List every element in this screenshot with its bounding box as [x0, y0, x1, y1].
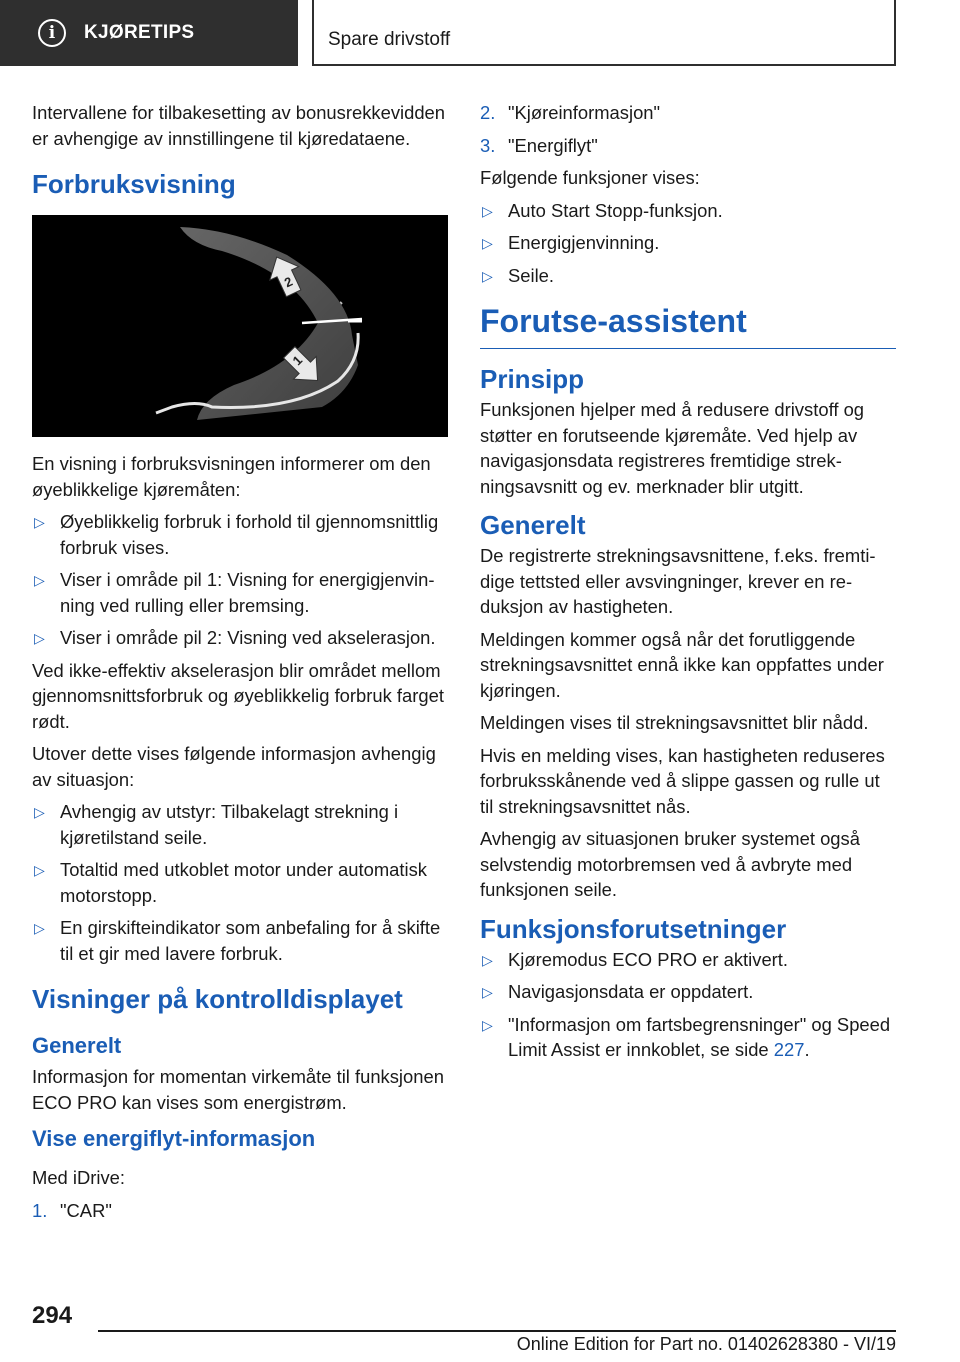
heading-forutse-assistent: Forutse-assistent: [480, 302, 896, 349]
footer-divider: [98, 1330, 896, 1332]
list-item: ▷ Energigjenvinning.: [480, 230, 896, 256]
idrive-paragraph: Med iDrive:: [32, 1167, 125, 1188]
page-link-227[interactable]: 227: [773, 1039, 805, 1060]
step-item: 1. "CAR": [32, 1199, 112, 1221]
list-item: ▷ Avhengig av utstyr: Tilbakelagt strekning i kjøretilstand seile.: [34, 801, 399, 848]
steps-list-left: [32, 1198, 450, 1224]
chapter-title: Spare drivstoff: [328, 29, 451, 50]
inefficient-paragraph: Ved ikke-effektiv akselerasjon blir området mellom gjennomsnittsforbruk og øyeblikkelig forbruk farget rødt.: [32, 659, 444, 732]
list-item: ▷ En girskifteindikator som anbefaling for å skifte til et gir med lavere forbruk.: [34, 917, 441, 964]
list-item: ▷ Seile.: [480, 263, 896, 289]
triangle-right-icon: ▷: [34, 920, 45, 936]
info-icon: i: [38, 19, 66, 47]
triangle-right-icon: ▷: [34, 862, 45, 878]
general-paragraph: Meldingen kommer også når det forutliggende strekningsavsnittet ennå ikke kan oppfattes under kjøringen.: [480, 628, 884, 701]
principle-paragraph: Funksjonen hjelper med å redusere drivstoff og støtter en forutseende kjøremåte. Ved hjelp av navigasjonsdata registreres fremtidige strekningsavsnitt og ev. merknader blir utgitt.: [480, 399, 865, 497]
general-paragraph: Meldingen vises til strekningsavsnittet blir nådd.: [480, 712, 869, 733]
list-item: ▷ Viser i område pil 1: Visning for energigjenvinning ved rulling eller bremsing.: [34, 569, 435, 616]
page-number: 294: [32, 1302, 73, 1329]
triangle-right-icon: ▷: [482, 951, 493, 968]
arrow-label-1: 1: [289, 352, 306, 369]
functions-list: [480, 198, 896, 289]
list-item: ▷ Auto Start Stopp-funksjon.: [480, 198, 896, 224]
heading-vise-energiflyt: Vise energiflyt-informasjon: [32, 1126, 316, 1151]
list-item: ▷ "Informasjon om fartsbegrensninger" og Speed Limit Assist er innkoblet, se side 227.: [482, 1013, 891, 1060]
functions-paragraph: Følgende funksjoner vises:: [480, 167, 700, 188]
arrow-label-2: 2: [281, 273, 295, 291]
consumption-display-illustration: [32, 215, 448, 437]
eco-pro-paragraph: Informasjon for momentan virkemåte til funksjonen ECO PRO kan vises som energistrøm.: [32, 1066, 444, 1113]
additional-info-list: [32, 799, 450, 966]
heading-funksjonsforutsetninger: Funksjonsforutsetninger: [480, 913, 787, 944]
general-paragraph: Avhengig av situasjonen bruker systemet også selvstendig motorbremsen ved å avbryte med funksjonen seile.: [480, 828, 860, 900]
left-column: [32, 100, 450, 1230]
chapter-header: [312, 0, 896, 66]
triangle-right-icon: ▷: [482, 984, 493, 1000]
heading-prinsipp: Prinsipp: [480, 364, 585, 394]
consumption-display-figure: [32, 215, 448, 437]
heading-generelt-right: Generelt: [480, 510, 586, 540]
display-paragraph: En visning i forbruksvisningen informerer om den øyeblikkelige kjøremåten:: [32, 453, 431, 500]
heading-forbruksvisning: Forbruksvisning: [32, 169, 236, 199]
list-item: ▷ Navigasjonsdata er oppdatert.: [480, 979, 896, 1005]
list-item: ▷ Totaltid med utkoblet motor under automatisk motorstopp.: [34, 859, 427, 906]
general-paragraph: De registrerte strekningsavsnittene, f.eks. fremtidige tettsted eller avsvingninger, krever en reduksjon av hastigheten.: [480, 545, 876, 617]
list-item: ▷ Kjøremodus ECO PRO er aktivert.: [480, 947, 896, 973]
triangle-right-icon: ▷: [34, 514, 45, 530]
edition-footer: Online Edition for Part no. 01402628380 - VI/19: [516, 1334, 896, 1354]
additional-info-paragraph: Utover dette vises følgende informasjon avhengig av situasjon:: [32, 743, 436, 790]
requirements-list: [480, 947, 896, 1063]
heading-generelt-left: Generelt: [32, 1033, 122, 1058]
step-item: 2. "Kjøreinformasjon": [480, 102, 661, 123]
list-item: ▷ Viser i område pil 2: Visning ved akselerasjon.: [32, 625, 450, 651]
intro-paragraph: Intervallene for tilbakesetting av bonusrekkevidden er avhengige av innstillingene til kjøredataene.: [32, 102, 446, 149]
triangle-right-icon: ▷: [34, 572, 45, 588]
heading-visninger: Visninger på kontrolldisplayet: [32, 984, 403, 1014]
triangle-right-icon: ▷: [34, 630, 45, 646]
triangle-right-icon: ▷: [482, 1016, 493, 1033]
step-item: 3. "Energiflyt": [480, 134, 598, 156]
list-item: ▷ Øyeblikkelig forbruk i forhold til gjennomsnittlig forbruk vises.: [34, 511, 439, 558]
triangle-right-icon: ▷: [482, 202, 493, 219]
section-title: KJØRETIPS: [84, 22, 195, 43]
general-paragraph: Hvis en melding vises, kan hastigheten reduseres forbruksskånende ved å slippe gassen og rulle ut til strekningsavsnittet nås.: [480, 744, 885, 817]
triangle-right-icon: ▷: [482, 235, 493, 251]
steps-list-right: [480, 100, 896, 158]
display-list: [32, 509, 450, 651]
triangle-right-icon: ▷: [34, 804, 45, 820]
section-header: [0, 0, 298, 66]
right-column: [480, 100, 896, 1070]
triangle-right-icon: ▷: [482, 267, 493, 284]
